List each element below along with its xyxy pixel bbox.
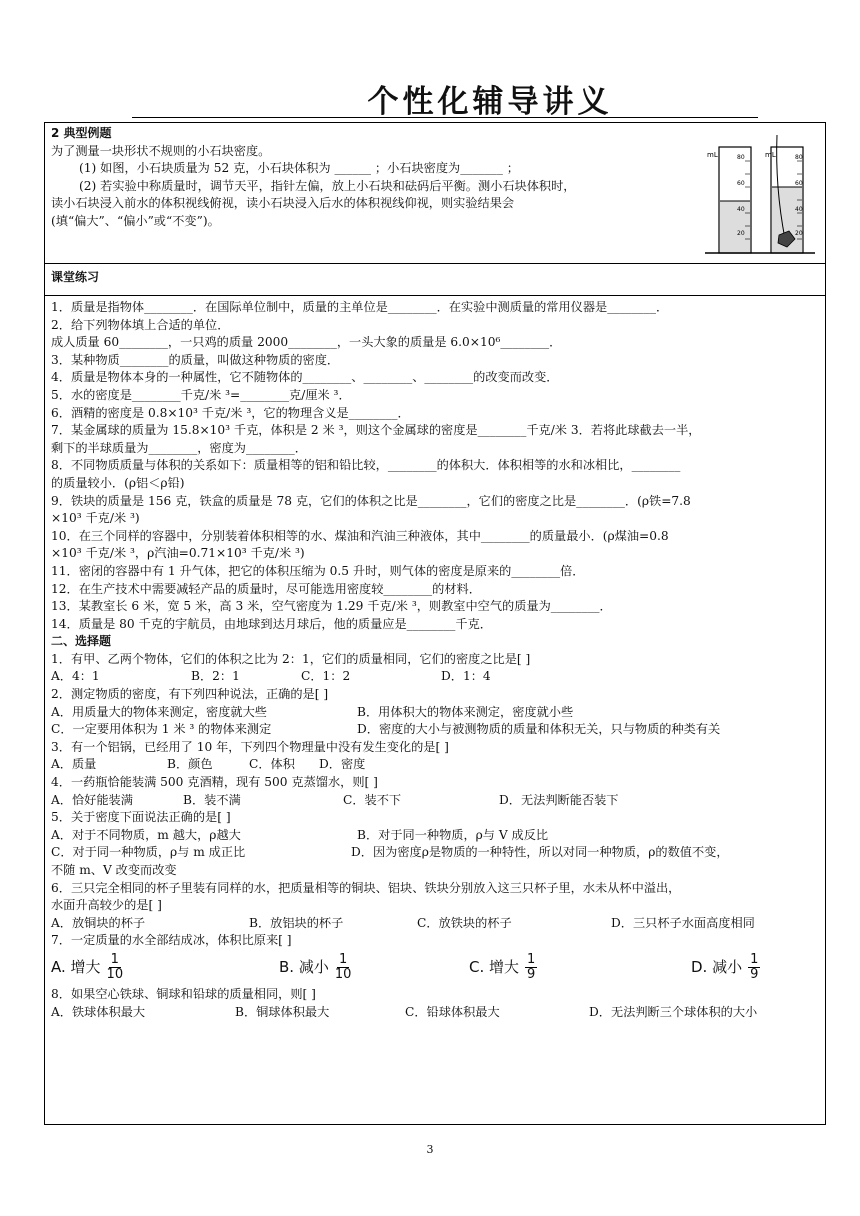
option-label: A. 增大 (51, 958, 101, 977)
choice-question-stem: 7．一定质量的水全部结成冰，体积比原来[ ] (51, 933, 292, 948)
choice-options (51, 1004, 819, 1022)
option-d: D．因为密度ρ是物质的一种特性，所以对同一种物质，ρ的数值不变， (351, 845, 729, 860)
question-line: 的质量较小．(ρ铝＜ρ铅) (51, 475, 185, 490)
tick-label: 60 (795, 180, 803, 187)
option-b: B．铜球体积最大 (235, 1004, 330, 1019)
option-continuation: 不随 m、V 改变而改变 (51, 863, 177, 877)
choice-question-stem: 3．有一个铝锅，已经用了 10 年，下列四个物理量中没有发生变化的是[ ] (51, 739, 449, 754)
question-line: ×10³ 千克/米 ³) (51, 511, 140, 526)
option-a: A．铁球体积最大 (51, 1004, 146, 1019)
question-line: 成人质量 60________，一只鸡的质量 2000________，一头大象的质量是 6.0×10⁶________． (51, 335, 562, 350)
choice-question-stem: 1．有甲、乙两个物体，它们的体积之比为 2：1，它们的质量相同，它们的密度之比是[ ] (51, 651, 531, 666)
denominator: 10 (334, 967, 352, 983)
option-d: D．三只杯子水面高度相同 (611, 915, 755, 930)
choice-options (51, 668, 819, 686)
question-line: 14．质量是 80 千克的宇航员，由地球到达月球后，他的质量应是________千克． (51, 616, 492, 631)
numerator: 1 (750, 952, 759, 968)
option-a: A．质量 (51, 757, 97, 772)
option-d (691, 953, 791, 982)
option-a: A．恰好能装满 (51, 792, 133, 807)
question-line: 3．某种物质________的质量，叫做这种物质的密度． (51, 352, 340, 367)
option-c: C．对于同一种物质，ρ与 m 成正比 (51, 845, 246, 860)
choice-options (51, 704, 819, 722)
option-a: A．用质量大的物体来测定，密度就大些 (51, 704, 267, 719)
example-line: 为了测量一块形状不规则的小石块密度。 (51, 143, 271, 158)
option-label: C. 增大 (469, 958, 520, 977)
option-label: D. 减小 (691, 958, 743, 977)
question-line: 9．铁块的质量是 156 克，铁盒的质量是 78 克，它们的体积之比是________，它们的密度之比是________．(ρ铁=7.8 (51, 493, 691, 508)
question-line: 5．水的密度是________千克/米 ³=________克/厘米 ³． (51, 387, 351, 402)
tick-label: 80 (737, 154, 745, 161)
choice-options (51, 756, 819, 774)
fraction-options (51, 950, 819, 986)
choice-question-stem: 水面升高较少的是[ ] (51, 898, 162, 913)
question-line: 7．某金属球的质量为 15.8×10³ 千克，体积是 2 米 ³，则这个金属球的密度是________千克/米 3．若将此球截去一半， (51, 423, 701, 438)
tick-label: 20 (795, 230, 803, 237)
choice-options (51, 721, 819, 739)
denominator: 10 (106, 967, 124, 983)
question-line: 12．在生产技术中需要减轻产品的质量时，尽可能选用密度较________的材料． (51, 581, 481, 596)
option-label: B. 减小 (279, 958, 329, 977)
option-c: C．体积 (249, 757, 295, 772)
denominator: 9 (527, 967, 536, 983)
tick-label: 40 (795, 206, 803, 213)
practice-heading: 课堂练习 (51, 270, 100, 284)
choice-options (51, 844, 819, 862)
option-c: C．装不下 (343, 792, 402, 807)
choice-options (51, 827, 819, 845)
choice-options (51, 915, 819, 933)
question-line: 2．给下列物体填上合适的单位． (51, 317, 230, 332)
tick-label: 80 (795, 154, 803, 161)
question-line: 1．质量是指物体________．在国际单位制中，质量的主单位是________．在实验中测质量的常用仪器是________． (51, 300, 669, 314)
worksheet-frame (44, 122, 826, 1125)
question-line: 6．酒精的密度是 0.8×10³ 千克/米 ³，它的物理含义是________． (51, 405, 410, 420)
option-a: A．放铜块的杯子 (51, 915, 146, 930)
page-number: 3 (426, 1143, 434, 1156)
choice-question-stem: 2．测定物质的密度，有下列四种说法，正确的是[ ] (51, 687, 329, 702)
question-line: 10．在三个同样的容器中，分别装着体积相等的水、煤油和汽油三种液体，其中________的质量最小．(ρ煤油=0.8 (51, 528, 669, 543)
option-d: D．无法判断能否装下 (499, 792, 619, 807)
question-line: 8．不同物质质量与体积的关系如下：质量相等的铝和铅比较，________的体积大．体积相等的水和冰相比，________ (51, 458, 681, 473)
denominator: 9 (750, 967, 759, 983)
option-b: B．2：1 (191, 669, 240, 684)
option-b: B．放铝块的杯子 (249, 915, 344, 930)
option-b: B．颜色 (167, 757, 213, 772)
choice-question-stem: 4．一药瓶恰能装满 500 克酒精，现有 500 克蒸馏水，则[ ] (51, 775, 378, 790)
example-line: 读小石块浸入前水的体积视线俯视，读小石块浸入后水的体积视线仰视，则实验结果会 (51, 196, 515, 211)
option-c (469, 953, 691, 982)
example-line: (2) 若实验中称质量时，调节天平，指针左偏，放上小石块和砝码后平衡。测小石块体积时， (79, 178, 576, 193)
option-b: B．装不满 (183, 792, 241, 807)
option-b (279, 953, 469, 982)
numerator: 1 (110, 952, 119, 968)
option-d: D．无法判断三个球体积的大小 (589, 1004, 758, 1019)
tick-label: 40 (737, 206, 745, 213)
option-a: A．对于不同物质，m 越大，ρ越大 (51, 827, 241, 842)
tick-label: 60 (737, 180, 745, 187)
question-line: 4．质量是物体本身的一种属性，它不随物体的________、________、________的改变而改变． (51, 370, 559, 385)
question-line: 11．密闭的容器中有 1 升气体，把它的体积压缩为 0.5 升时，则气体的密度是原来的________倍． (51, 563, 585, 578)
numerator: 1 (338, 952, 348, 968)
choice-options (51, 792, 819, 810)
option-a: A．4：1 (51, 669, 100, 684)
example-line: (填“偏大”、“偏小”或“不变”)。 (51, 213, 220, 228)
option-b: B．用体积大的物体来测定，密度就小些 (357, 704, 574, 719)
example-section (51, 125, 819, 231)
option-c: C．铅球体积最大 (405, 1004, 500, 1019)
practice-heading-row (51, 269, 819, 287)
choice-question-stem: 6．三只完全相同的杯子里装有同样的水，把质量相等的铜块、铝块、铁块分别放入这三只杯子里，水未从杯中溢出， (51, 880, 681, 895)
choice-question-stem: 8．如果空心铁球、铜球和铅球的质量相同，则[ ] (51, 986, 316, 1001)
title-underline (132, 117, 758, 118)
option-a (51, 953, 279, 982)
option-d: D．1：4 (441, 669, 491, 684)
option-c: C．1：2 (301, 669, 351, 684)
choice-question-stem: 5．关于密度下面说法正确的是[ ] (51, 810, 231, 825)
unit-label-left: mL (707, 151, 718, 159)
tick-label: 20 (737, 230, 745, 237)
numerator: 1 (527, 952, 536, 968)
page-title: 个性化辅导讲义 (367, 84, 613, 120)
question-line: ×10³ 千克/米 ³，ρ汽油=0.71×10³ 千克/米 ³) (51, 546, 305, 561)
option-c: C．放铁块的杯子 (417, 915, 512, 930)
example-line: (1) 如图，小石块质量为 52 克，小石块体积为 ______ ；小石块密度为_______ ； (79, 161, 519, 176)
choice-section-heading: 二、选择题 (51, 634, 112, 649)
option-d: D．密度的大小与被测物质的质量和体积无关，只与物质的种类有关 (357, 722, 721, 737)
practice-section (51, 299, 819, 1021)
question-line: 13．某教室长 6 米，宽 5 米，高 3 米，空气密度为 1.29 千克/米 ³，则教室中空气的质量为________． (51, 599, 612, 614)
measuring-cylinder-figure (705, 127, 819, 255)
option-c: C．一定要用体积为 1 米 ³ 的物体来测定 (51, 722, 272, 737)
example-heading: 2 典型例题 (51, 126, 112, 140)
option-b: B．对于同一种物质，ρ与 V 成反比 (357, 827, 549, 842)
question-line: 剩下的半球质量为________，密度为________． (51, 440, 307, 455)
option-d: D．密度 (319, 757, 366, 772)
unit-label-right: mL (765, 151, 776, 159)
